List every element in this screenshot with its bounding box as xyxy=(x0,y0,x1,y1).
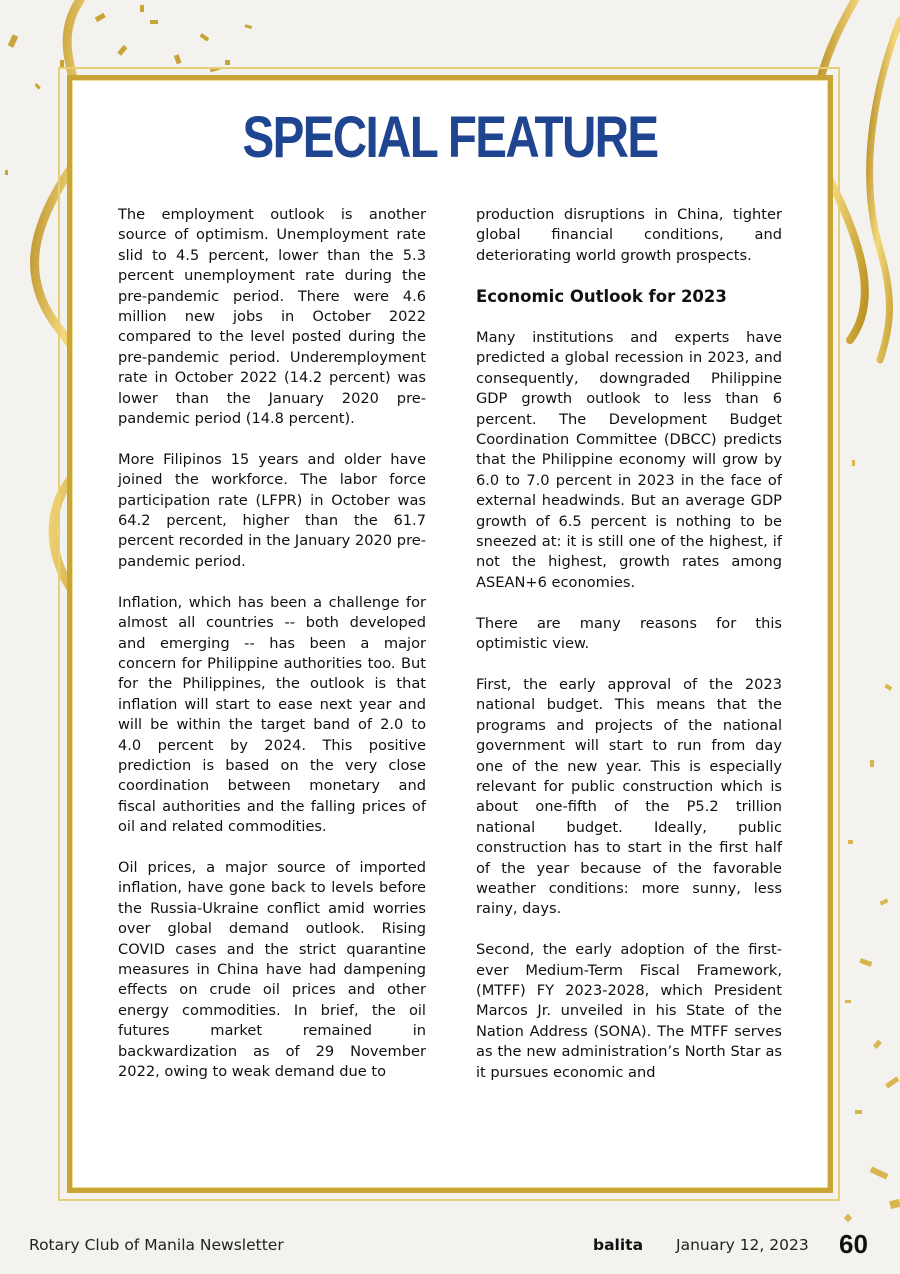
budget-paragraph: First, the early approval of the 2023 national budget. This means that the programs and projects of the national government will start to run from day one of the new year. This is especially relevant for public construction which is about one-fifth of the P5.2 trillion national budget. Ideally, public construction has to start in the first half of the year because of the favorable weather conditions: more sunny, less rainy, days. xyxy=(476,675,782,918)
reasons-paragraph: There are many reasons for this optimistic view. xyxy=(476,614,782,653)
newsletter-name: Rotary Club of Manila Newsletter xyxy=(29,1236,284,1254)
right-column xyxy=(476,205,782,1103)
outlook-paragraph: Many institutions and experts have predicted a global recession in 2023, and consequently, downgraded Philippine GDP growth outlook to less than 6 percent. The Development Budget Coordination Committee (DBCC) predicts that the Philippine economy will grow by 6.0 to 7.0 percent in 2023 in the face of external headwinds. But an average GDP growth of 6.5 percent is nothing to be sneezed at: it is still one of the highest, if not the highest, growth rates among ASEAN+6 economies. xyxy=(476,329,782,591)
page-title: SPECIAL FEATURE xyxy=(242,105,658,170)
employment-paragraph: The employment outlook is another source of optimism. Unemployment rate slid to 4.5 percent, lower than the 5.3 percent unemployment rate during the pre-pandemic period. There were 4.6 million new jobs in October 2022 compared to the level posted during the pre-pandemic period. Underemployment rate in October 2022 (14.2 percent) was lower than the January 2020 pre-pandemic period (14.8 percent). xyxy=(118,206,426,428)
page-number: 60 xyxy=(839,1229,868,1259)
mtff-paragraph: Second, the early adoption of the first-ever Medium-Term Fiscal Framework, (MTFF) FY 2023-2028, which President Marcos Jr. unveiled in his State of the Nation Address (SONA). The MTFF serves as the new administration’s North Star as it pursues economic and xyxy=(476,941,782,1081)
oil-prices-paragraph: Oil prices, a major source of imported inflation, have gone back to levels before the Russia-Ukraine conflict amid worries over global demand outlook. Rising COVID cases and the strict quarantine measures in China have had dampening effects on crude oil prices and other energy commodities. In brief, the oil futures market remained in backwardization as of 29 November 2022, owing to weak demand due to xyxy=(118,858,426,1081)
workforce-paragraph: More Filipinos 15 years and older have joined the workforce. The labor force participation rate (LFPR) in October was 64.2 percent, higher than the 61.7 percent recorded in the January 2020 pre-pandemic period. xyxy=(118,450,426,570)
inflation-paragraph: Inflation, which has been a challenge for almost all countries -- both developed and emerging -- has been a major concern for Philippine authorities too. But for the Philippines, the outlook is that inflation will start to ease next year and will be within the target band of 2.0 to 4.0 percent by 2024. This positive prediction is based on the very close coordination between monetary and fiscal authorities and the falling prices of oil and related commodities. xyxy=(118,593,426,836)
section-heading: Economic Outlook for 2023 xyxy=(476,286,727,306)
left-column xyxy=(118,205,426,1103)
continuation-paragraph: production disruptions in China, tighter global financial conditions, and deteriorating world growth prospects. xyxy=(476,206,782,264)
publication-brand: balita xyxy=(593,1236,644,1254)
issue-date: January 12, 2023 xyxy=(676,1236,809,1254)
